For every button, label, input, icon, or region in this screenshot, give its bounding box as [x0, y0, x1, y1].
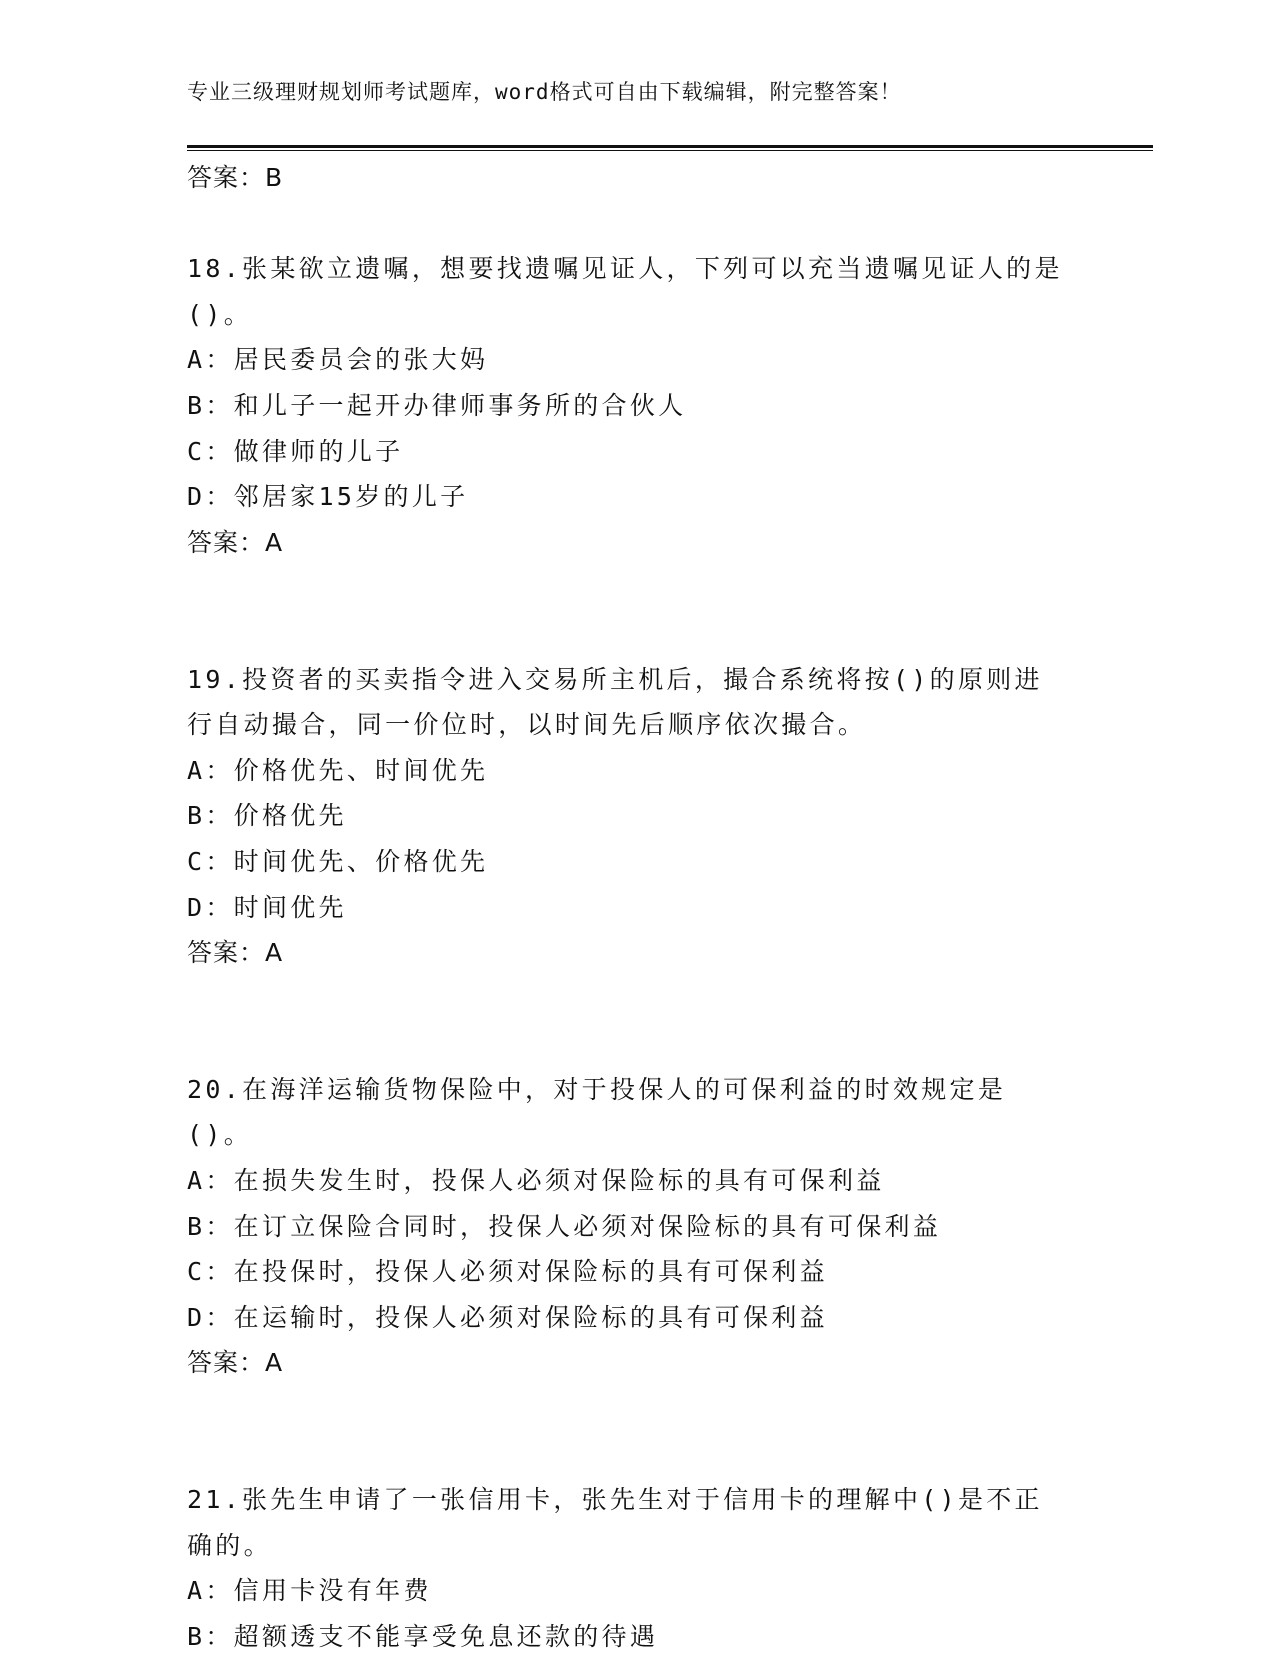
header-rule-thin	[187, 150, 1153, 151]
option-d: D：邻居家15岁的儿子	[187, 482, 469, 512]
option-d: D：时间优先	[187, 892, 347, 922]
option-a: A：居民委员会的张大妈	[187, 345, 489, 375]
previous-answer: 答案：B	[187, 163, 284, 192]
question-block	[187, 1067, 1077, 1386]
question-block	[187, 1477, 1077, 1659]
option-a: A：价格优先、时间优先	[187, 755, 489, 785]
spacer	[187, 201, 1077, 247]
answer-line: 答案：A	[187, 527, 284, 557]
question-text: 18.张某欲立遗嘱，想要找遗嘱见证人，下列可以充当遗嘱见证人的是()。	[187, 254, 1063, 329]
answer-line: 答案：A	[187, 1348, 284, 1378]
question-content	[187, 155, 1077, 1660]
spacer	[187, 1432, 1077, 1478]
option-b: B：超额透支不能享受免息还款的待遇	[187, 1622, 659, 1651]
option-d: D：在运输时，投保人必须对保险标的具有可保利益	[187, 1302, 828, 1332]
spacer	[187, 976, 1077, 1022]
page-header: 专业三级理财规划师考试题库，word格式可自由下载编辑，附完整答案！	[187, 80, 902, 104]
spacer	[187, 611, 1077, 657]
question-block	[187, 657, 1077, 976]
question-block	[187, 246, 1077, 565]
question-text: 20.在海洋运输货物保险中，对于投保人的可保利益的时效规定是()。	[187, 1074, 1007, 1150]
option-c: C：时间优先、价格优先	[187, 846, 489, 876]
spacer	[187, 1021, 1077, 1067]
option-b: B：和儿子一起开办律师事务所的合伙人	[187, 390, 687, 420]
option-b: B：在订立保险合同时，投保人必须对保险标的具有可保利益	[187, 1211, 942, 1241]
option-c: C：做律师的儿子	[187, 436, 404, 466]
option-b: B：价格优先	[187, 801, 347, 831]
question-text: 21.张先生申请了一张信用卡，张先生对于信用卡的理解中()是不正确的。	[187, 1485, 1043, 1560]
option-a: A：在损失发生时，投保人必须对保险标的具有可保利益	[187, 1166, 885, 1196]
answer-line: 答案：A	[187, 938, 284, 968]
option-a: A：信用卡没有年费	[187, 1576, 432, 1606]
question-text: 19.投资者的买卖指令进入交易所主机后，撮合系统将按()的原则进行自动撮合，同一价位时，以时间先后顺序依次撮合。	[187, 664, 1043, 740]
spacer	[187, 565, 1077, 611]
header-rule-thick	[187, 145, 1153, 148]
spacer	[187, 1386, 1077, 1432]
option-c: C：在投保时，投保人必须对保险标的具有可保利益	[187, 1257, 828, 1287]
